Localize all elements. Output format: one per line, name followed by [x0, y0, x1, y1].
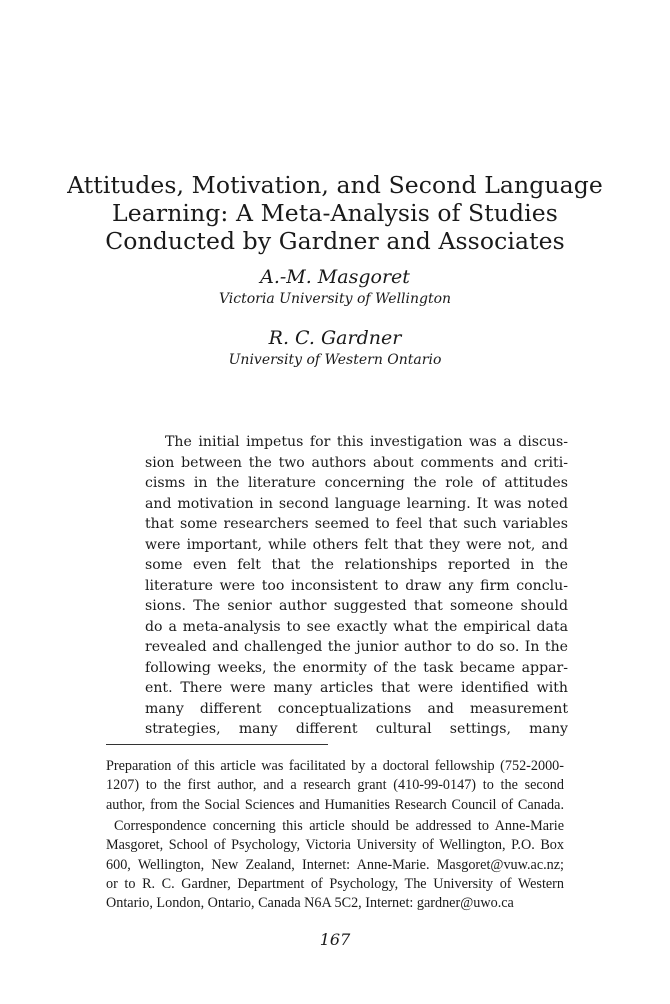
abstract-line: that some researchers seemed to feel that such variables — [145, 516, 568, 532]
abstract-line: following weeks, the enormity of the task became appar- — [145, 659, 568, 676]
abstract-line: strategies, many different cultural settings, many — [145, 721, 568, 737]
abstract-paragraph — [145, 432, 568, 740]
footnote-line: 1207) to the first author, and a research grant (410-99-0147) to the second — [106, 777, 564, 794]
abstract-line: ent. There were many articles that were identified with — [145, 680, 568, 696]
footnote-funding — [106, 757, 564, 815]
title-line: Conducted by Gardner and Associates — [105, 227, 565, 255]
footnote-line: Correspondence concerning this article should be addressed to Anne-Marie — [114, 818, 564, 834]
article-title — [60, 171, 610, 255]
footnote-line: or to R. C. Gardner, Department of Psychology, The University of Western — [106, 875, 564, 892]
footnote-line: 600, Wellington, New Zealand, Internet: Anne-Marie. Masgoret@vuw.ac.nz; — [106, 856, 564, 873]
page-number: 167 — [319, 930, 351, 949]
abstract-line: cisms in the literature concerning the role of attitudes — [145, 475, 568, 491]
abstract-line: literature were too inconsistent to draw any firm conclu- — [145, 577, 568, 594]
footnote-divider — [106, 744, 328, 745]
footnote-line: Ontario, London, Ontario, Canada N6A 5C2, Internet: gardner@uwo.ca — [106, 895, 514, 912]
author-affiliation-2: University of Western Ontario — [228, 352, 442, 368]
footnote-line: Preparation of this article was facilitated by a doctoral fellowship (752-2000- — [106, 758, 564, 774]
abstract-line: The initial impetus for this investigation was a discus- — [165, 434, 568, 450]
footnote-correspondence — [106, 817, 564, 913]
abstract-line: do a meta-analysis to see exactly what the empirical data — [145, 618, 568, 635]
abstract-line: many different conceptualizations and measurement — [145, 700, 568, 717]
author-name-1: A.-M. Masgoret — [260, 266, 410, 288]
author-name-2: R. C. Gardner — [268, 327, 402, 349]
abstract-line: and motivation in second language learning. It was noted — [145, 495, 568, 512]
footnote-line: author, from the Social Sciences and Humanities Research Council of Canada. — [106, 796, 564, 813]
abstract-line: were important, while others felt that they were not, and — [145, 536, 568, 553]
abstract-line: some even felt that the relationships reported in the — [145, 557, 568, 573]
abstract-line: revealed and challenged the junior author to do so. In the — [145, 639, 568, 655]
footnote-line: Masgoret, School of Psychology, Victoria University of Wellington, P.O. Box — [106, 837, 564, 854]
author-affiliation-1: Victoria University of Wellington — [218, 291, 452, 307]
title-line: Attitudes, Motivation, and Second Language — [67, 171, 603, 199]
abstract-line: sions. The senior author suggested that someone should — [145, 598, 568, 614]
abstract-line: sion between the two authors about comments and criti- — [145, 454, 568, 471]
title-line: Learning: A Meta-Analysis of Studies — [112, 199, 558, 227]
